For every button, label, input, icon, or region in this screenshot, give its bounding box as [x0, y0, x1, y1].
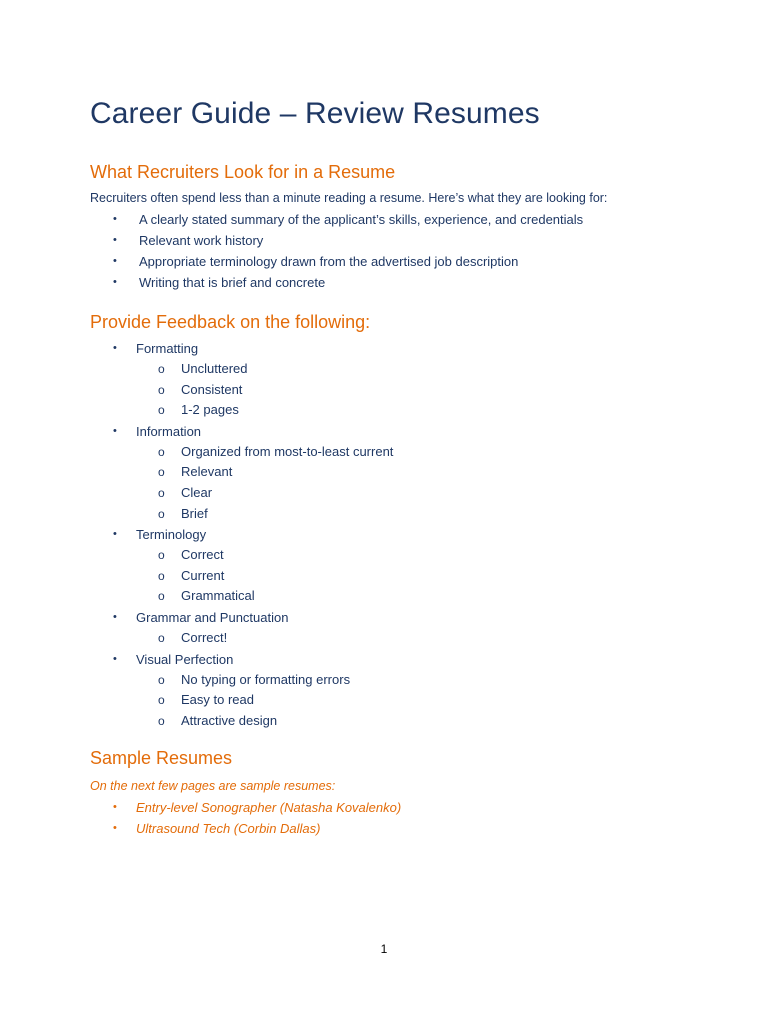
circle-bullet-icon: o — [158, 403, 165, 418]
bullet-icon: • — [113, 255, 117, 267]
circle-bullet-icon: o — [158, 672, 165, 687]
bullet-icon: • — [113, 234, 117, 246]
bullet-icon: • — [113, 424, 117, 437]
bullet-icon: • — [113, 801, 117, 813]
bullet-icon: • — [113, 610, 117, 623]
circle-bullet-icon: o — [158, 485, 165, 500]
document-page: Career Guide – Review Resumes What Recruiters Look for in a Resume Recruiters often spend less than a minute reading a resume. Here’s what they are looking for: • A clearly stated summary of the applicant’s skills, experience, and credentials • Relevant work history • Appropriate terminology drawn from the advertised job description • Writing that is brief and concrete Provide Feedback on the following: • Formatting o Uncluttered o Consistent o 1-2 pages • Information o Organized from most-to-least current o Relevant o Clear o Brief • Terminology o Correct o Current o Grammatical • Grammar and Punctuation o Correct! • Visual Perfection o No typing or formatting errors o Easy to read o Attractive design Sample Resumes On the next few pages are sample resumes: • Entry-level Sonographer (Natasha Kovalenko) • Ultrasound Tech (Corbin Dallas) 1 — [0, 0, 768, 1024]
page-number: 1 — [380, 942, 388, 956]
circle-bullet-icon: o — [158, 506, 165, 521]
document-title: Career Guide – Review Resumes — [90, 97, 540, 130]
circle-bullet-icon: o — [158, 444, 165, 459]
section-heading-feedback: Provide Feedback on the following: — [90, 312, 371, 332]
bullet-icon: • — [113, 822, 117, 834]
bullet-icon: • — [113, 342, 117, 354]
recruiters-intro: Recruiters often spend less than a minute reading a resume. Here’s what they are looking for: — [90, 191, 608, 205]
samples-intro: On the next few pages are sample resumes: — [90, 779, 336, 793]
circle-bullet-icon: o — [158, 465, 165, 480]
bullet-icon: • — [113, 528, 117, 541]
section-heading-samples: Sample Resumes — [90, 748, 233, 768]
section-heading-recruiters: What Recruiters Look for in a Resume — [90, 162, 396, 182]
circle-bullet-icon: o — [158, 589, 165, 604]
circle-bullet-icon: o — [158, 362, 165, 376]
circle-bullet-icon: o — [158, 382, 165, 397]
circle-bullet-icon: o — [158, 548, 165, 563]
bullet-icon: • — [113, 652, 117, 665]
circle-bullet-icon: o — [158, 568, 165, 583]
circle-bullet-icon: o — [158, 693, 165, 708]
circle-bullet-icon: o — [158, 713, 165, 728]
circle-bullet-icon: o — [158, 630, 165, 645]
bullet-icon: • — [113, 213, 117, 225]
bullet-icon: • — [113, 276, 117, 288]
